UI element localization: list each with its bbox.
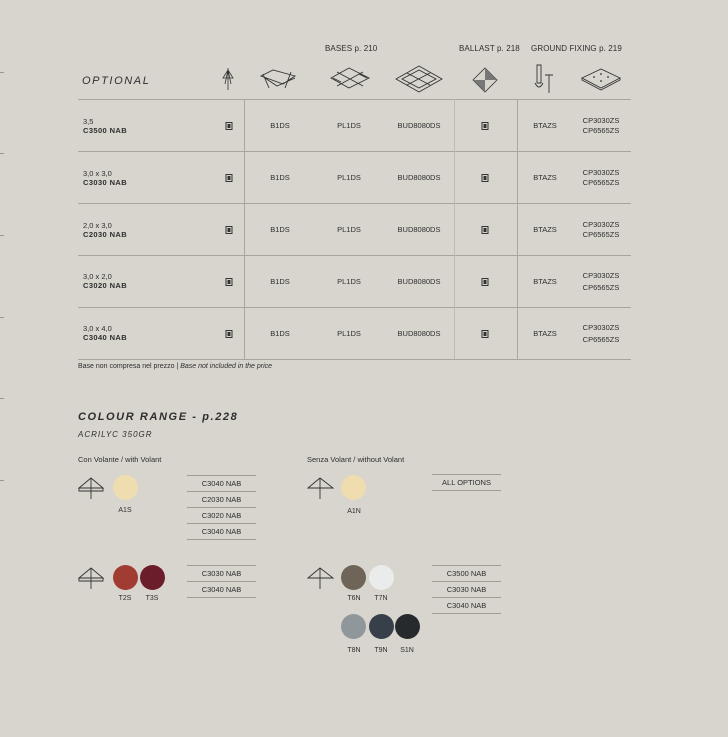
table-cell: PL1DS <box>337 121 361 130</box>
table-cell: CP3030ZS <box>582 168 620 177</box>
margin-tick <box>0 72 4 73</box>
table-cell: CP3030ZS <box>582 271 620 280</box>
included-mark <box>482 122 489 130</box>
included-mark <box>482 278 489 286</box>
umbrella-volant-icon <box>78 476 104 500</box>
margin-tick <box>0 480 4 481</box>
row-code: C3500 NAB <box>83 126 128 135</box>
table-cell: BUD8080DS <box>397 225 441 234</box>
table-divider <box>78 203 631 204</box>
table-cell: CP3030ZS <box>582 323 620 332</box>
ground-fixing-header: GROUND FIXING p. 219 <box>531 44 622 53</box>
table-cell: CP6565ZS <box>582 283 620 292</box>
colour-swatch <box>341 614 366 639</box>
model-list <box>432 565 501 614</box>
bases-header: BASES p. 210 <box>325 44 378 53</box>
table-cell: B1DS <box>270 329 290 338</box>
table-cell: CP3030ZS <box>582 220 620 229</box>
lighting-icon <box>220 66 236 92</box>
with-volant-label: Con Volante / with Volant <box>78 455 162 464</box>
swatch-code: T6N <box>347 595 361 602</box>
ground-anchor-icon <box>531 63 559 95</box>
table-cell: BTAZS <box>533 173 557 182</box>
row-size: 2,0 x 3,0 <box>83 221 112 230</box>
umbrella-icon <box>307 476 334 500</box>
table-row-label <box>83 272 127 290</box>
table-cell: BUD8080DS <box>397 277 441 286</box>
row-code: C3020 NAB <box>83 281 128 290</box>
table-cell: BTAZS <box>533 121 557 130</box>
table-cell: PL1DS <box>337 277 361 286</box>
colour-range-title: COLOUR RANGE - p.228 <box>78 411 239 423</box>
colour-swatch <box>113 565 138 590</box>
ballast-icon <box>471 66 499 94</box>
ballast-header: BALLAST p. 218 <box>459 44 520 53</box>
margin-tick <box>0 235 4 236</box>
model-item: C3040 NAB <box>187 523 256 540</box>
price-note-en: Base not included in the price <box>180 363 273 370</box>
row-code: C3030 NAB <box>83 178 128 187</box>
row-code: C2030 NAB <box>83 230 128 239</box>
swatch-code: A1N <box>347 508 361 515</box>
row-size: 3,0 x 3,0 <box>83 169 112 178</box>
row-size: 3,0 x 2,0 <box>83 272 112 281</box>
without-volant-label: Senza Volant / without Volant <box>307 455 405 464</box>
table-row-label <box>83 169 127 187</box>
table-cell: CP6565ZS <box>582 230 620 239</box>
table-column-divider <box>244 99 245 359</box>
table-cell: BTAZS <box>533 329 557 338</box>
table-cell: CP6565ZS <box>582 126 620 135</box>
model-item: C3040 NAB <box>187 475 256 491</box>
model-item: C3030 NAB <box>187 565 256 581</box>
table-cell: CP6565ZS <box>582 335 620 344</box>
swatch-code: T7N <box>374 595 388 602</box>
table-cell: BTAZS <box>533 225 557 234</box>
table-divider <box>78 99 631 100</box>
table-divider <box>78 151 631 152</box>
margin-tick <box>0 153 4 154</box>
swatch-code: T2S <box>118 595 132 602</box>
table-cell: CP3030ZS <box>582 116 620 125</box>
swatch-code: A1S <box>118 507 132 514</box>
table-row-label <box>83 117 127 135</box>
ground-plate-icon <box>580 66 622 92</box>
model-item: C3040 NAB <box>432 597 501 614</box>
table-divider <box>78 255 631 256</box>
table-divider <box>78 307 631 308</box>
model-item: C3500 NAB <box>432 565 501 581</box>
included-mark <box>482 174 489 182</box>
table-cell: B1DS <box>270 173 290 182</box>
model-list <box>187 475 256 540</box>
table-divider <box>78 359 631 360</box>
colour-swatch <box>140 565 165 590</box>
price-note <box>78 363 272 370</box>
colour-range-subtitle: ACRILYC 350GR <box>78 430 153 439</box>
model-list <box>432 474 501 491</box>
model-item: C3040 NAB <box>187 581 256 598</box>
table-cell: B1DS <box>270 225 290 234</box>
swatch-code: T9N <box>374 647 388 654</box>
model-item: C3020 NAB <box>187 507 256 523</box>
swatch-code: T8N <box>347 647 361 654</box>
price-note-it: Base non compresa nel prezzo | <box>78 363 181 370</box>
colour-swatch <box>369 614 394 639</box>
model-list <box>187 565 256 598</box>
table-cell: BUD8080DS <box>397 121 441 130</box>
table-column-divider <box>454 99 455 359</box>
colour-swatch <box>341 565 366 590</box>
included-mark <box>226 174 233 182</box>
colour-swatch <box>369 565 394 590</box>
swatch-code: T3S <box>145 595 159 602</box>
base-grid-icon <box>394 63 444 95</box>
table-cell: CP6565ZS <box>582 178 620 187</box>
table-cell: PL1DS <box>337 225 361 234</box>
row-size: 3,0 x 4,0 <box>83 324 112 333</box>
table-cell: BUD8080DS <box>397 329 441 338</box>
included-mark <box>226 226 233 234</box>
table-row-label <box>83 324 127 342</box>
row-code: C3040 NAB <box>83 333 128 342</box>
included-mark <box>226 330 233 338</box>
optional-header: OPTIONAL <box>82 75 151 87</box>
included-mark <box>482 330 489 338</box>
umbrella-volant-icon <box>78 566 104 590</box>
model-item: C3030 NAB <box>432 581 501 597</box>
model-item: ALL OPTIONS <box>432 474 501 491</box>
table-cell: BUD8080DS <box>397 173 441 182</box>
row-size: 3,5 <box>83 117 94 126</box>
margin-tick <box>0 317 4 318</box>
margin-tick <box>0 398 4 399</box>
base-cross-icon <box>259 66 299 92</box>
swatch-code: S1N <box>400 647 414 654</box>
model-item: C2030 NAB <box>187 491 256 507</box>
base-plate-icon <box>329 64 371 92</box>
table-cell: PL1DS <box>337 329 361 338</box>
table-cell: B1DS <box>270 277 290 286</box>
colour-swatch <box>113 475 138 500</box>
umbrella-icon <box>307 566 334 590</box>
included-mark <box>482 226 489 234</box>
colour-swatch <box>395 614 420 639</box>
included-mark <box>226 122 233 130</box>
table-cell: B1DS <box>270 121 290 130</box>
table-row-label <box>83 221 127 239</box>
table-column-divider <box>517 99 518 359</box>
table-cell: PL1DS <box>337 173 361 182</box>
colour-swatch <box>341 475 366 500</box>
included-mark <box>226 278 233 286</box>
table-cell: BTAZS <box>533 277 557 286</box>
